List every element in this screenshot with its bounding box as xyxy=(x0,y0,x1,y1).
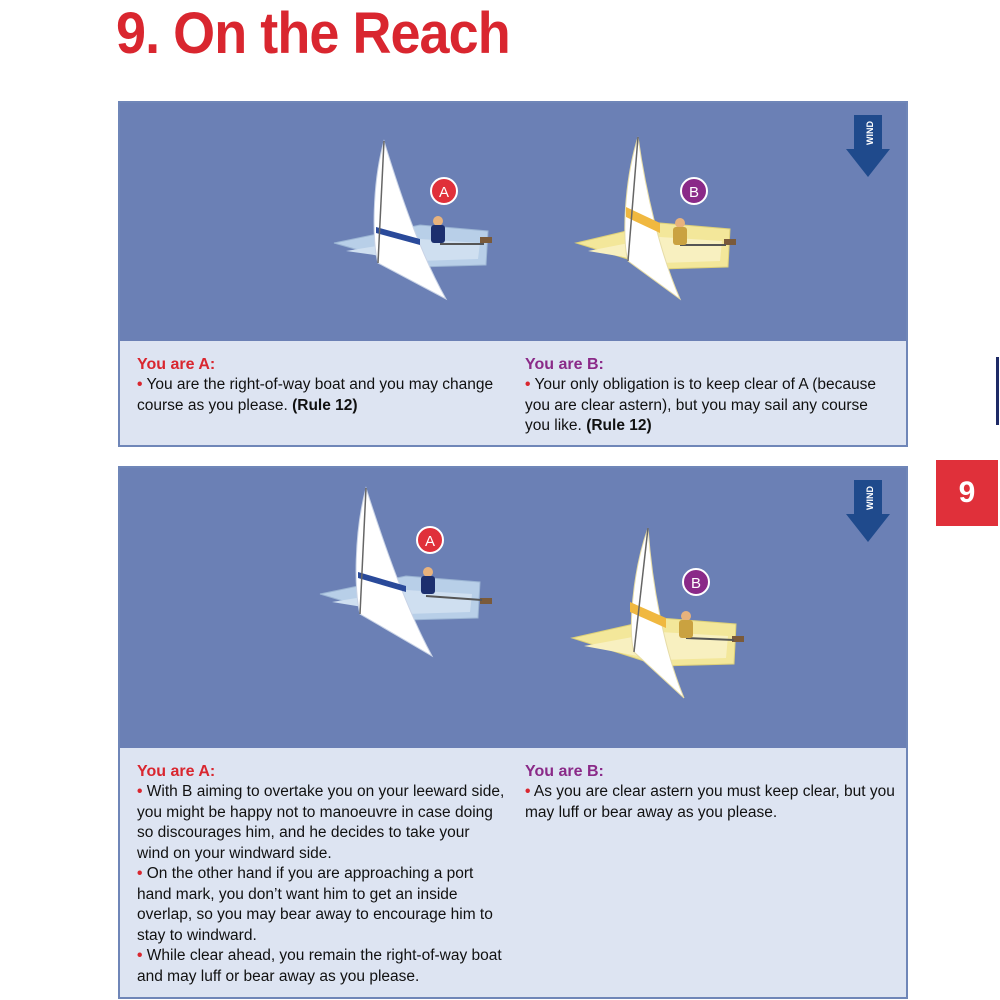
marker-b-label: B xyxy=(690,575,702,592)
rule-paragraph: • With B aiming to overtake you on your leeward side, you might be happy not to manoeuvre in case doing so discourages him, and he decides to take your wind on your windward side. xyxy=(137,783,505,862)
boat-a-icon xyxy=(320,488,492,656)
scenario-panel-2 xyxy=(118,466,908,999)
you-are-b-column xyxy=(525,355,895,437)
rule-text-area-2 xyxy=(120,750,906,997)
bullet-icon: • xyxy=(525,783,531,800)
rule-paragraph: • You are the right-of-way boat and you may change course as you please. (Rule 12) xyxy=(137,376,494,414)
wind-arrow-icon xyxy=(846,115,890,177)
scene-illustration-1 xyxy=(120,103,906,341)
wind-label: WIND xyxy=(865,486,875,510)
rule-paragraph: • While clear ahead, you remain the right-of-way boat and may luff or bear away as you please. xyxy=(137,947,502,985)
boat-b-icon xyxy=(576,137,736,299)
rule-paragraph: • As you are clear astern you must keep clear, but you may luff or bear away as you please. xyxy=(525,783,895,821)
you-are-a-heading: You are A: xyxy=(137,763,216,780)
rule-reference: (Rule 12) xyxy=(586,417,652,434)
page-edge-mark xyxy=(996,357,999,425)
marker-a-label: A xyxy=(438,184,450,201)
rule-paragraph: • On the other hand if you are approaching a port hand mark, you don’t want him to get an inside overlap, so you may bear away to encourage him to stay to windward. xyxy=(137,865,493,944)
marker-a-label: A xyxy=(424,533,436,550)
you-are-b-column xyxy=(525,762,895,823)
marker-a-icon xyxy=(431,178,457,204)
bullet-icon: • xyxy=(137,783,143,800)
scenario-panel-1 xyxy=(118,101,908,447)
rule-paragraph: • Your only obligation is to keep clear of A (because you are clear astern), but you may sail any course you like. (Rule 12) xyxy=(525,376,876,434)
boat-a-icon xyxy=(334,141,492,299)
wind-arrow-icon xyxy=(846,480,890,542)
marker-b-icon xyxy=(683,569,709,595)
you-are-a-column xyxy=(137,355,509,416)
marker-b-label: B xyxy=(688,184,700,201)
scene-illustration-2 xyxy=(120,468,906,748)
page-title: 9. On the Reach xyxy=(116,1,510,66)
you-are-b-heading: You are B: xyxy=(525,356,604,373)
scene-svg-1 xyxy=(120,103,906,341)
chapter-tab: 9 xyxy=(936,460,998,526)
you-are-a-column xyxy=(137,762,505,987)
boat-b-icon xyxy=(572,528,744,698)
bullet-icon: • xyxy=(137,376,143,393)
rule-reference: (Rule 12) xyxy=(292,396,358,414)
bullet-icon: • xyxy=(137,947,143,964)
scene-svg-2 xyxy=(120,468,906,748)
marker-a-icon xyxy=(417,527,443,553)
you-are-b-heading: You are B: xyxy=(525,763,604,780)
bullet-icon: • xyxy=(137,865,143,882)
rule-text-area-1 xyxy=(120,343,906,445)
wind-label: WIND xyxy=(865,121,875,145)
bullet-icon: • xyxy=(525,376,531,393)
marker-b-icon xyxy=(681,178,707,204)
you-are-a-heading: You are A: xyxy=(137,356,216,373)
